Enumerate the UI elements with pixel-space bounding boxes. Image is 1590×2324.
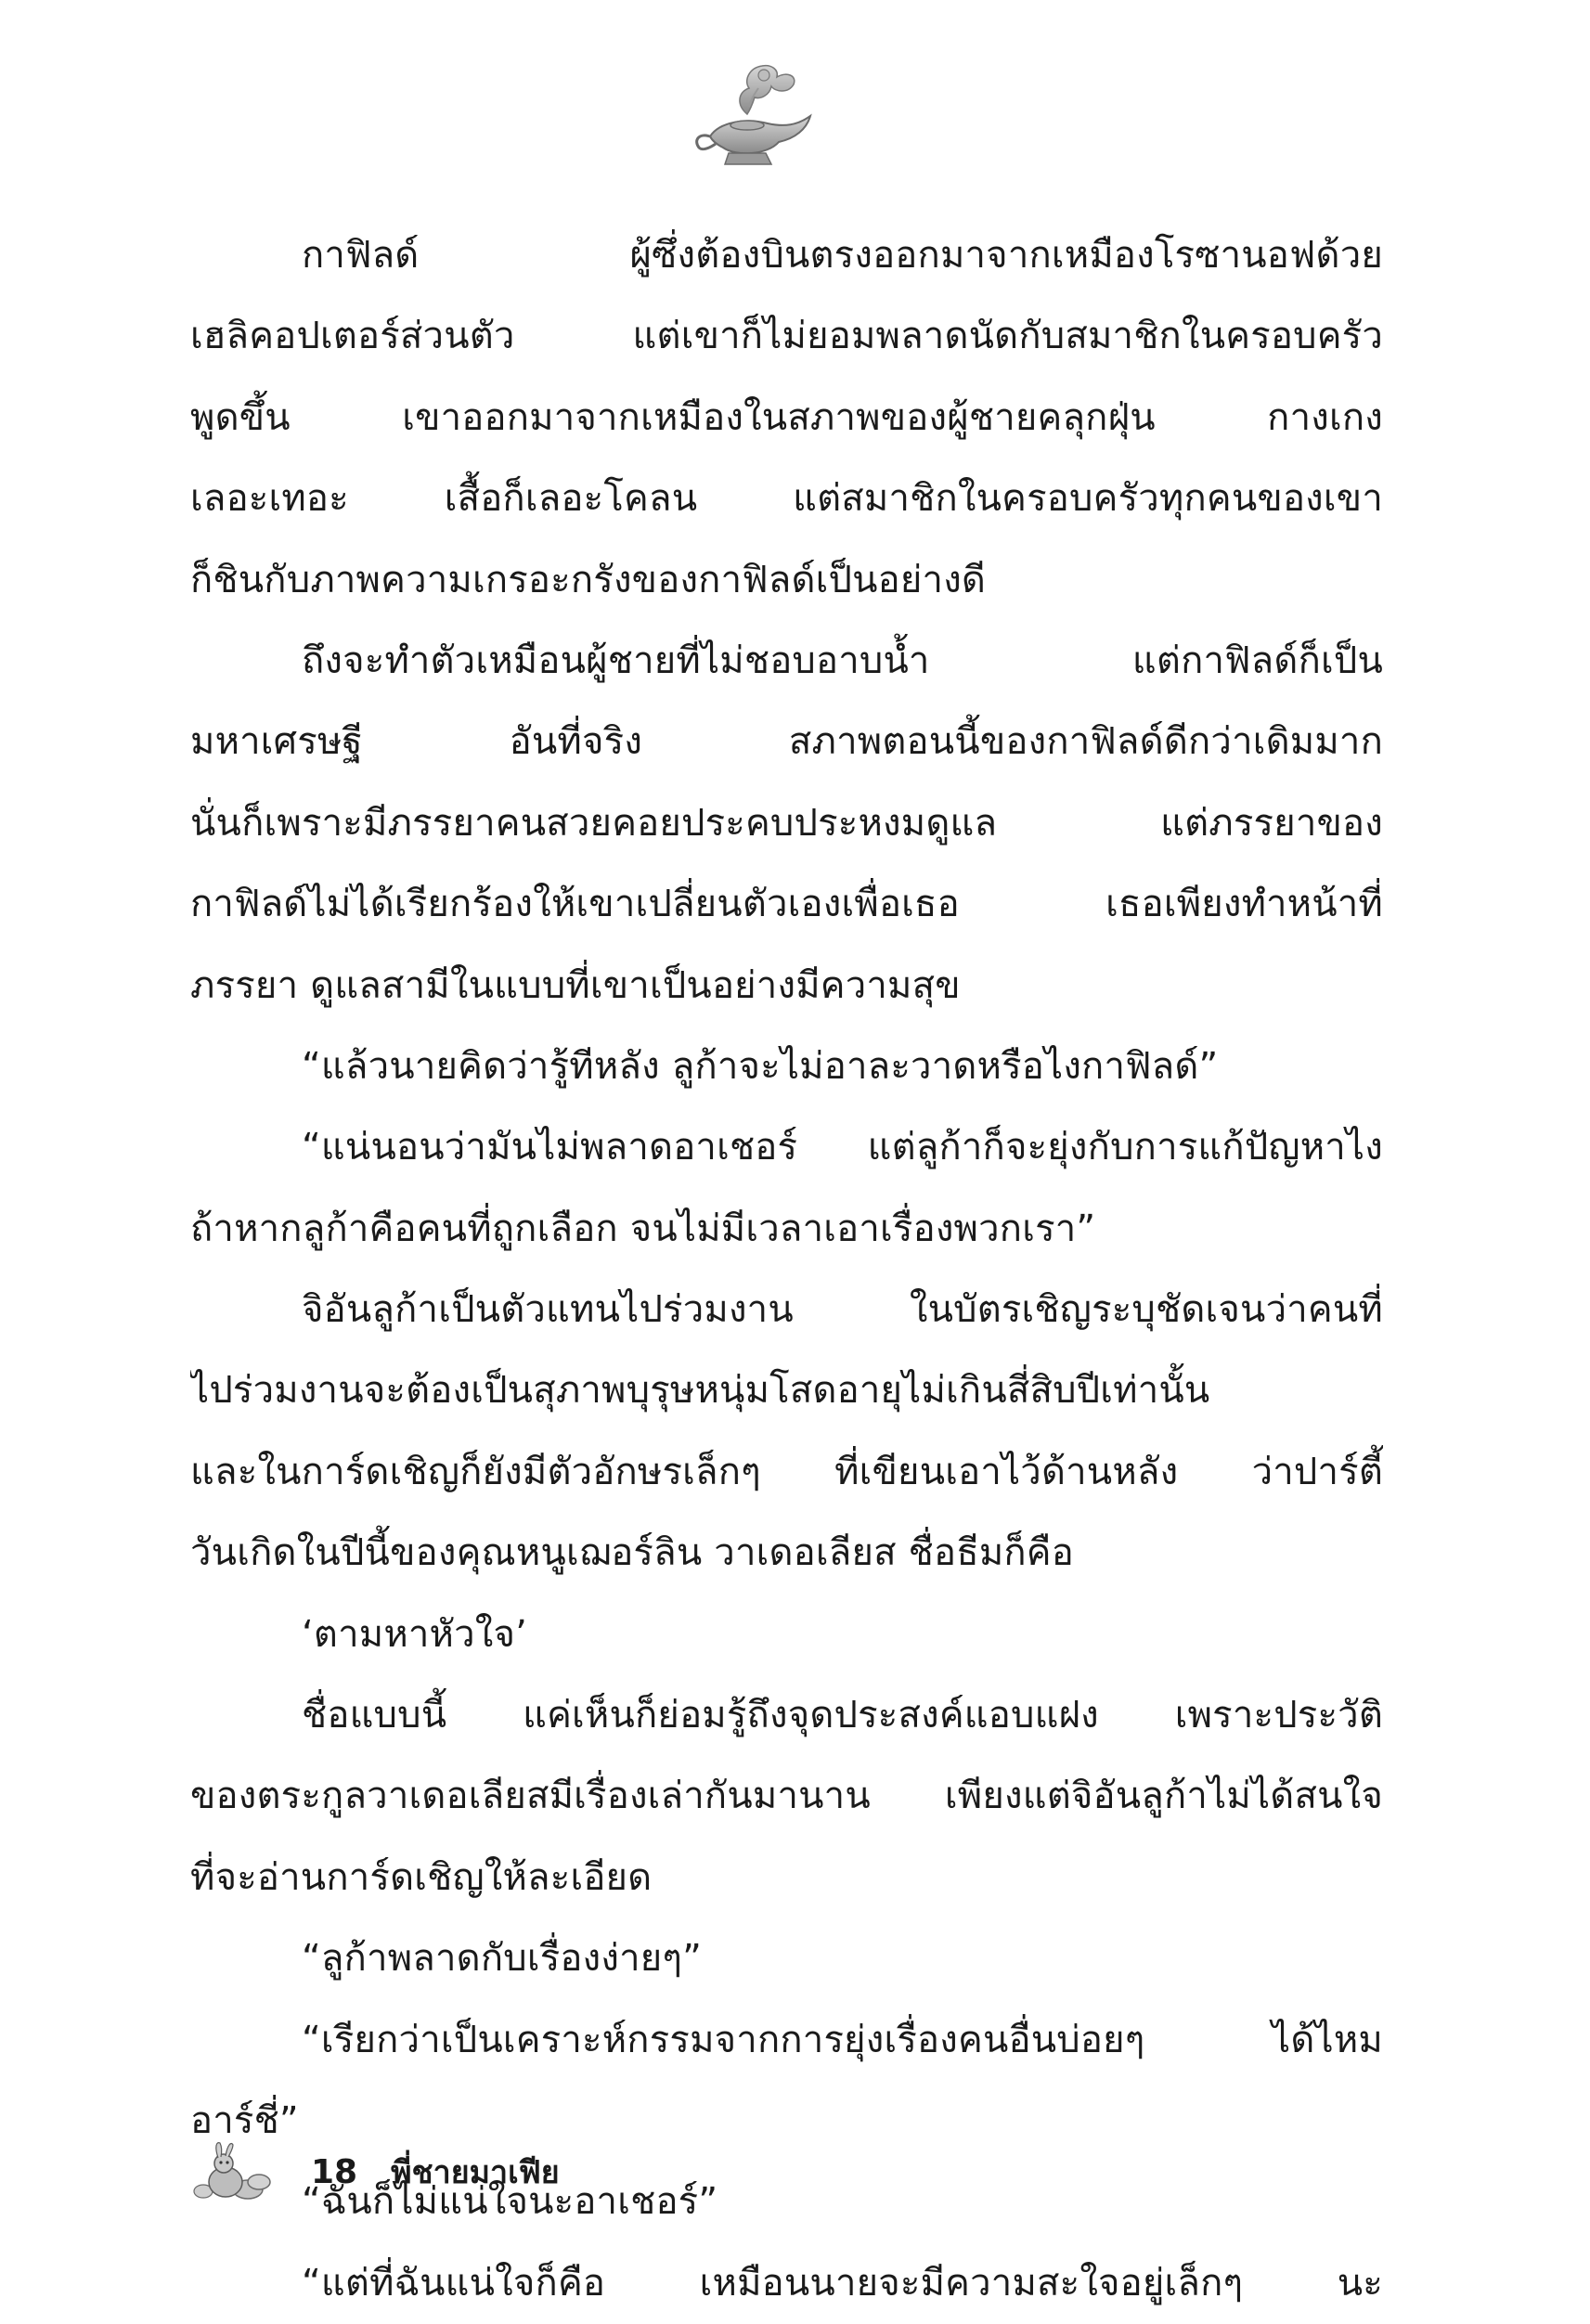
dialogue-line: “เรียกว่าเป็นเคราะห์กรรมจากการยุ่งเรื่องคนอื่นบ่อยๆ ได้ไหม (302, 2018, 1383, 2061)
book-title: พี่ชายมาเฟีย (391, 2154, 560, 2191)
body-text (190, 215, 1383, 2324)
dialogue-line: “แล้วนายคิดว่ารู้ทีหลัง ลูก้าจะไม่อาละวาดหรือไงกาฟิลด์” (302, 1044, 1219, 1088)
paragraph-line: วันเกิดในปีนี้ของคุณหนูเฌอร์ลิน วาเดอเลียส ชื่อธีมก็คือ (190, 1531, 1074, 1575)
paragraph-line: จิอันลูก้าเป็นตัวแทนไปร่วมงาน ในบัตรเชิญระบุชัดเจนว่าคนที่ (302, 1288, 1383, 1332)
paragraph-line: กาฟิลด์ ผู้ซึ่งต้องบินตรงออกมาจากเหมืองโรซานอฟด้วย (302, 234, 1383, 277)
page-number: 18 (311, 2152, 358, 2191)
dialogue-line: “แต่ที่ฉันแน่ใจก็คือ เหมือนนายจะมีความสะใจอยู่เล็กๆ นะ (302, 2261, 1383, 2305)
paragraph-line: และในการ์ดเชิญก็ยังมีตัวอักษรเล็กๆ ที่เขียนเอาไว้ด้านหลัง ว่าปาร์ตี้ (190, 1450, 1383, 1493)
paragraph-line: ก็ชินกับภาพความเกรอะกรังของกาฟิลด์เป็นอย่างดี (190, 558, 987, 601)
dialogue-line: “แน่นอนว่ามันไม่พลาดอาเชอร์ แต่ลูก้าก็จะยุ่งกับการแก้ปัญหาไง (302, 1126, 1383, 1169)
dialogue-line: “ฉันก็ไม่แน่ใจนะอาเชอร์” (302, 2180, 718, 2224)
paragraph-line: ของตระกูลวาเดอเลียสมีเรื่องเล่ากันมานาน เพียงแต่จิอันลูก้าไม่ได้สนใจ (190, 1775, 1383, 1818)
paragraph-line: ที่จะอ่านการ์ดเชิญให้ละเอียด (190, 1855, 653, 1899)
paragraph-line: ไปร่วมงานจะต้องเป็นสุภาพบุรุษหนุ่มโสดอายุไม่เกินสี่สิบปีเท่านั้น (190, 1369, 1210, 1413)
paragraph-line: มหาเศรษฐี อันที่จริง สภาพตอนนี้ของกาฟิลด์ดีกว่าเดิมมาก (190, 720, 1383, 764)
paragraph-line: เฮลิคอปเตอร์ส่วนตัว แต่เขาก็ไม่ยอมพลาดนัดกับสมาชิกในครอบครัว (190, 315, 1383, 358)
paragraph-line: ‘ตามหาหัวใจ’ (302, 1612, 528, 1656)
dialogue-line: อาร์ชี่” (190, 2098, 299, 2142)
paragraph-line: พูดขึ้น เขาออกมาจากเหมืองในสภาพของผู้ชายคลุกฝุ่น กางเกง (190, 395, 1383, 439)
paragraph-line: ชื่อแบบนี้ แค่เห็นก็ย่อมรู้ถึงจุดประสงค์แอบแฝง เพราะประวัติ (302, 1694, 1383, 1737)
dialogue-line: ถ้าหากลูก้าคือคนที่ถูกเลือก จนไม่มีเวลาเอาเรื่องพวกเรา” (190, 1207, 1096, 1250)
rabbit-coins-icon (190, 2139, 274, 2204)
paragraph-line: ถึงจะทำตัวเหมือนผู้ชายที่ไม่ชอบอาบน้ำ แต่กาฟิลด์ก็เป็น (302, 639, 1383, 682)
paragraph-line: กาฟิลด์ไม่ได้เรียกร้องให้เขาเปลี่ยนตัวเองเพื่อเธอ เธอเพียงทำหน้าที่ (190, 883, 1383, 926)
dialogue-line: “ลูก้าพลาดกับเรื่องง่ายๆ” (302, 1937, 702, 1981)
paragraph-line: นั่นก็เพราะมีภรรยาคนสวยคอยประคบประหงมดูแล แต่ภรรยาของ (190, 801, 1383, 845)
paragraph-line: เลอะเทอะ เสื้อก็เลอะโคลน แต่สมาชิกในครอบครัวทุกคนของเขา (190, 477, 1383, 521)
paragraph-line: ภรรยา ดูแลสามีในแบบที่เขาเป็นอย่างมีความสุข (190, 963, 961, 1007)
genie-lamp-icon (682, 51, 821, 172)
page-footer (190, 2135, 840, 2209)
